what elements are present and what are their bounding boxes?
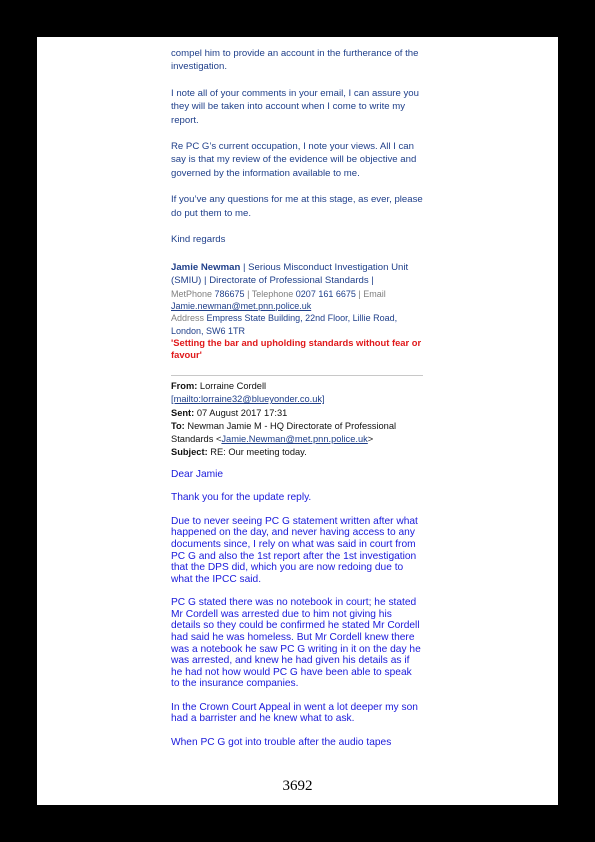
page-number: 3692 xyxy=(282,778,313,794)
reply-paragraph: Due to never seeing PC G statement written after what happened on the day, and never having access to any documents since, I rely on what was said in court from PC G and also the 1st report after the 1st investigation that the DPS did, which you are now redoing due to what the IPCC said. xyxy=(171,515,418,585)
header-divider xyxy=(171,375,423,376)
signature-name: Jamie Newman xyxy=(171,262,241,273)
metphone-label: MetPhone xyxy=(171,288,213,299)
telephone-value: 0207 161 6675 xyxy=(293,288,356,299)
address-label: Address xyxy=(171,313,205,324)
from-mailto-link[interactable]: [mailto:lorraine32@blueyonder.co.uk] xyxy=(171,394,325,405)
address-value: Empress State Building, 22nd Floor, Lillie Road, London, SW6 1TR xyxy=(171,313,398,336)
subject-value: RE: Our meeting today. xyxy=(207,447,307,458)
to-value: Newman Jamie M - HQ Directorate of Professional Standards < xyxy=(171,420,397,445)
sent-label: Sent: xyxy=(171,407,195,418)
reply-paragraph: In the Crown Court Appeal in went a lot deeper my son had a barrister and he knew what to ask. xyxy=(171,701,418,725)
email-label: | Email xyxy=(355,288,386,299)
email-header xyxy=(171,380,431,460)
reply-paragraph: When PC G got into trouble after the audio tapes xyxy=(171,736,392,748)
from-line xyxy=(171,380,431,407)
to-label: To: xyxy=(171,420,185,431)
subject-label: Subject: xyxy=(171,447,208,458)
email-body xyxy=(171,47,423,259)
reply-paragraph: PC G stated there was no notebook in court; he stated Mr Cordell was arrested due to him not giving his details so they could be confirmed he stated Mr Cordell had said he was homeless. But Mr Cordell knew there was a notebook he saw PC G writing in it on the day he was arrested, and knew he had given his details as if he had not how would PC G have been able to speak to the insurance companies. xyxy=(171,597,421,690)
from-label: From: xyxy=(171,381,198,391)
body-paragraph: compel him to provide an account in the furtherance of the investigation. xyxy=(171,48,419,73)
telephone-label: | Telephone xyxy=(244,288,294,299)
body-paragraph: Re PC G’s current occupation, I note your views. All I can say is that my review of the evidence will be objective and governed by the information available to me. xyxy=(171,141,417,179)
signature-email-link[interactable]: Jamie.newman@met.pnn.police.uk xyxy=(171,301,312,312)
from-value: Lorraine Cordell xyxy=(197,381,267,391)
signature-unit: | Serious Misconduct Investigation Unit (SMIU) | Directorate of Professional Standards | xyxy=(171,262,409,287)
sent-value: 07 August 2017 17:31 xyxy=(194,407,288,418)
metphone-value: 786675 xyxy=(212,288,245,299)
sent-line xyxy=(171,407,431,420)
to-line xyxy=(171,420,431,447)
to-end: > xyxy=(367,434,374,445)
reply-paragraph: Thank you for the update reply. xyxy=(171,492,312,504)
reply-body xyxy=(171,469,423,748)
body-paragraph: I note all of your comments in your email, I can assure you they will be taken into account when I come to write my report. xyxy=(171,87,419,126)
body-paragraph: If you’ve any questions for me at this stage, as ever, please do put them to me. xyxy=(171,194,423,219)
document-page xyxy=(37,37,558,805)
signature-motto: 'Setting the bar and upholding standards without fear or favour' xyxy=(171,337,422,360)
reply-greeting: Dear Jamie xyxy=(171,469,224,480)
email-signature xyxy=(171,261,423,361)
subject-line xyxy=(171,446,431,459)
sign-off: Kind regards xyxy=(171,234,226,246)
signature-contact xyxy=(171,288,423,337)
signature-title xyxy=(171,261,423,288)
to-email-link[interactable]: Jamie.Newman@met.pnn.police.uk xyxy=(221,434,368,445)
